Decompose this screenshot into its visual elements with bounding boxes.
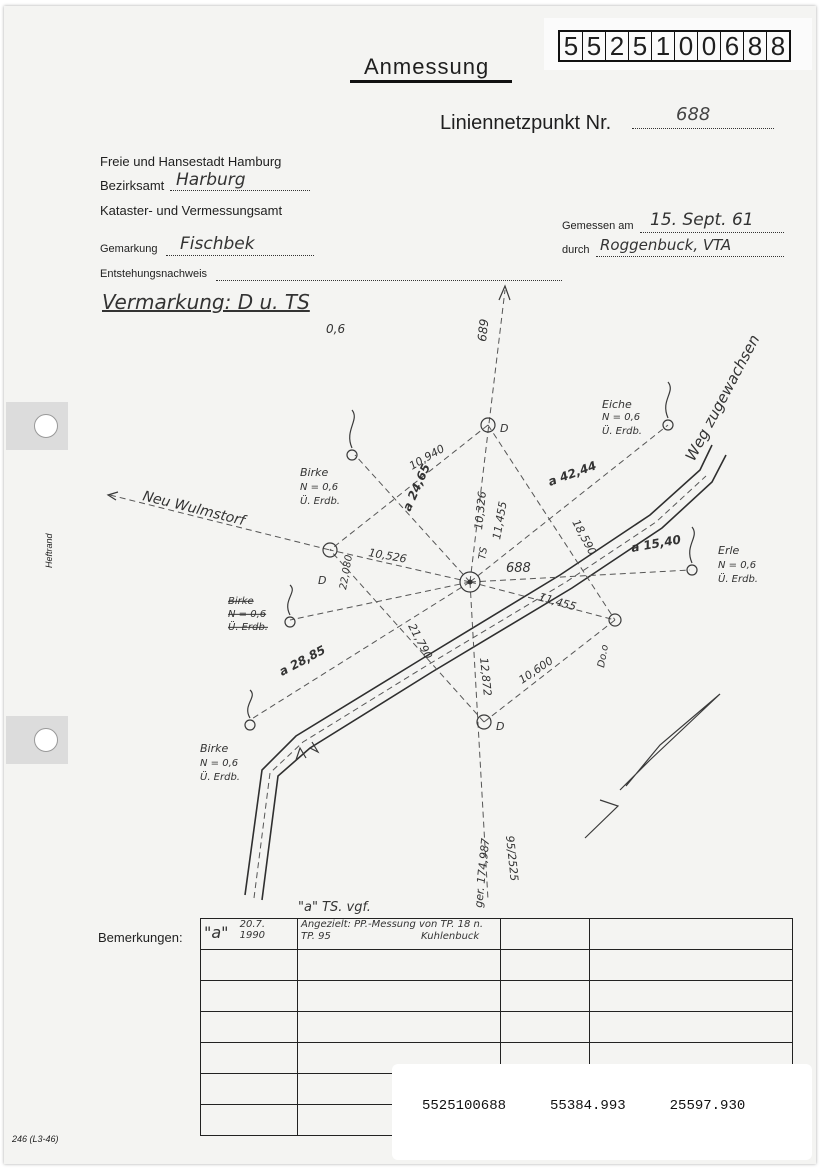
doc-digit: 8 bbox=[770, 31, 786, 61]
table-cell bbox=[501, 919, 590, 950]
durch-value: Roggenbuck, VTA bbox=[600, 236, 732, 254]
distance-label: a 15,40 bbox=[630, 532, 682, 555]
tree-line: Ü. Erdb. bbox=[200, 772, 240, 783]
liniennetzpunkt-label: Liniennetzpunkt Nr. bbox=[440, 112, 612, 134]
doc-digit: 1 bbox=[652, 32, 675, 60]
office-name: Kataster- und Vermessungsamt bbox=[100, 203, 283, 218]
bezirksamt-label: Bezirksamt bbox=[100, 178, 165, 193]
bezirksamt-value: Harburg bbox=[176, 170, 246, 190]
tree-erle bbox=[687, 565, 697, 575]
distance-label: 12,872 bbox=[477, 656, 494, 697]
doc-digit: 5 bbox=[583, 32, 606, 60]
gemessen-value: 15. Sept. 61 bbox=[650, 210, 754, 230]
distance-label: a 24,65 bbox=[399, 461, 434, 514]
durch-label: durch bbox=[562, 244, 590, 256]
doc-digit: 0 bbox=[698, 32, 721, 60]
distance-label: 95/2525 bbox=[503, 834, 521, 882]
table-row bbox=[201, 919, 793, 950]
distance-label: 10,326 bbox=[472, 490, 490, 531]
tree-symbol bbox=[248, 690, 253, 718]
ray-e2 bbox=[470, 570, 690, 582]
table-cell bbox=[201, 919, 298, 950]
struck-tree-text: Birke bbox=[228, 596, 254, 607]
marker-d-label: D bbox=[318, 574, 327, 587]
table-row bbox=[201, 1012, 793, 1043]
tree-name: Eiche bbox=[602, 398, 632, 411]
ray-ssw bbox=[250, 582, 470, 720]
distance-label: 11,455 bbox=[490, 500, 510, 541]
remarks-signature: Kuhlenbuck bbox=[421, 931, 480, 942]
liniennetzpunkt-value: 688 bbox=[676, 104, 711, 125]
marker-d-label: D bbox=[496, 720, 505, 733]
authority-name: Freie und Hansestadt Hamburg bbox=[100, 154, 282, 169]
gemarkung-label: Gemarkung bbox=[100, 243, 158, 255]
table-row bbox=[201, 950, 793, 981]
main-point-center bbox=[468, 580, 473, 585]
coordinate-y: 25597.930 bbox=[669, 1098, 746, 1114]
road-label-ne: Weg zugewachsen bbox=[681, 331, 764, 464]
remarks-above-note: "a" TS. vgf. bbox=[298, 900, 371, 915]
tree-line: N = 0,6 bbox=[718, 560, 757, 571]
road-label-west: Neu Wulmstorf bbox=[141, 488, 247, 530]
doc-digit: 8 bbox=[744, 32, 767, 60]
distance-label: 10,940 bbox=[407, 442, 447, 473]
tree-name: Birke bbox=[200, 742, 229, 755]
coordinate-label bbox=[392, 1064, 812, 1160]
tree-symbol bbox=[690, 527, 695, 563]
heftrand-label: Heftrand bbox=[44, 533, 54, 568]
remarks-text: Angezielt: PP.-Messung von TP. 18 n. TP. 95 bbox=[301, 919, 484, 942]
coordinate-x: 55384.993 bbox=[550, 1098, 626, 1114]
distance-label: 689 bbox=[475, 318, 492, 343]
tie-d-south-east bbox=[484, 620, 615, 722]
distance-label: 10,526 bbox=[367, 546, 408, 566]
tree-struck bbox=[285, 617, 295, 627]
distance-label: 10,600 bbox=[516, 654, 556, 687]
struck-tree-text: Ü. Erdb. bbox=[228, 622, 268, 633]
tree-line: N = 0,6 bbox=[300, 482, 339, 493]
tree-line: N = 0,6 bbox=[200, 758, 239, 769]
tree-symbol bbox=[288, 585, 293, 615]
distance-label: 18,590 bbox=[569, 517, 599, 558]
page-title: Anmessung bbox=[364, 54, 490, 79]
remarks-date: 20.7. 1990 bbox=[239, 919, 266, 941]
distance-label: 21,790 bbox=[405, 621, 435, 662]
doc-digit: 0 bbox=[675, 32, 698, 60]
table-row bbox=[201, 981, 793, 1012]
gemessen-label: Gemessen am bbox=[562, 220, 634, 232]
doc-digit: 5 bbox=[629, 32, 652, 60]
struck-tree-text: N = 0,6 bbox=[228, 609, 267, 620]
gemarkung-value: Fischbek bbox=[180, 234, 255, 254]
doc-digit: 6 bbox=[721, 32, 744, 60]
table-cell bbox=[298, 919, 501, 950]
remarks-mark: "a" bbox=[204, 923, 229, 942]
ray-nw bbox=[355, 455, 470, 582]
tree-line: Ü. Erdb. bbox=[602, 426, 642, 437]
entstehung-label: Entstehungsnachweis bbox=[100, 268, 208, 280]
marker-ts-label: TS bbox=[477, 546, 491, 561]
marker-d-label: D bbox=[500, 422, 509, 435]
tree-name: Erle bbox=[718, 544, 740, 557]
tree-name: Birke bbox=[300, 466, 329, 479]
tree-symbol bbox=[666, 382, 671, 418]
distance-label: Do.o bbox=[596, 643, 611, 669]
tree-line: N = 0,6 bbox=[602, 412, 641, 423]
tree-birke-south bbox=[245, 720, 255, 730]
doc-digit: 2 bbox=[606, 32, 629, 60]
north-arrow-icon bbox=[585, 694, 720, 838]
coordinate-id: 5525100688 bbox=[422, 1098, 507, 1114]
point-number-label: 688 bbox=[506, 561, 531, 576]
distance-label: ger. 174,987 bbox=[472, 837, 493, 909]
tree-line: Ü. Erdb. bbox=[300, 496, 340, 507]
doc-digit: 5 bbox=[560, 32, 583, 60]
distance-label: 22,080 bbox=[338, 554, 356, 591]
distance-label: a 42,44 bbox=[546, 458, 599, 489]
table-cell bbox=[590, 919, 793, 950]
vermarkung-text: Vermarkung: D u. TS bbox=[102, 290, 310, 314]
ray-sw bbox=[290, 582, 470, 620]
form-code: 246 (L3-46) bbox=[12, 1134, 59, 1144]
tree-line: Ü. Erdb. bbox=[718, 574, 758, 585]
distance-label: a 28,85 bbox=[276, 642, 328, 679]
coordinate-row bbox=[422, 1098, 745, 1114]
remarks-label: Bemerkungen: bbox=[98, 930, 183, 945]
tree-symbol bbox=[350, 410, 355, 448]
vermarkung-sub: 0,6 bbox=[326, 322, 346, 336]
distance-label: 11,455 bbox=[537, 590, 578, 614]
